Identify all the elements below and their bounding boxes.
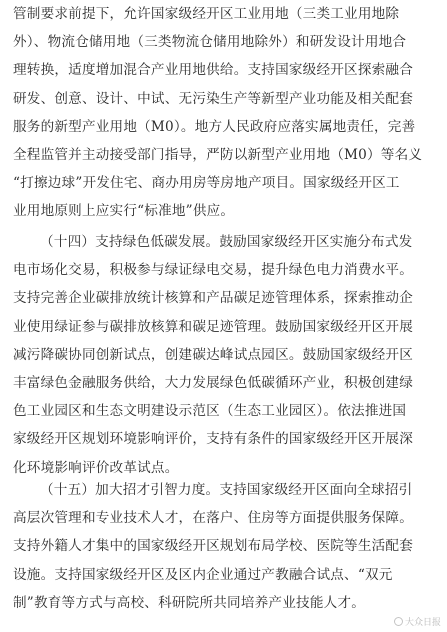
text-line: 减污降碳协同创新试点，创建碳达峰试点园区。鼓励国家级经开区: [13, 346, 414, 363]
text-line: 丰富绿色金融服务供给，大力发展绿色低碳循环产业，积极创建绿: [13, 374, 414, 391]
text-line: 高层次管理和专业技术人才，在落户、住房等方面提供服务保障。: [13, 510, 414, 527]
text-line: （十五）加大招才引智力度。支持国家级经开区面向全球招引: [40, 482, 413, 498]
watermark-text: 大众日报: [404, 618, 441, 628]
text-line: 化环境影响评价改革试点。: [13, 459, 179, 476]
text-line: 业使用绿证参与碳排放核算和碳足迹管理。鼓励国家级经开区开展: [13, 318, 414, 335]
text-line: 支持完善企业碳排放统计核算和产品碳足迹管理体系，探索推动企: [13, 290, 414, 307]
paragraph-talent-attraction: [13, 476, 435, 617]
text-line: 外）、物流仓储用地（三类物流仓储用地除外）和研发设计用地合: [13, 34, 407, 51]
watermark-logo-icon: [394, 617, 403, 626]
text-line: 色工业园区和生态文明建设示范区（生态工业园区）。依法推进国: [13, 403, 407, 420]
text-line: 研发、创意、设计、中试、无污染生产等新型产业功能及相关配套: [13, 90, 414, 107]
text-line: （十四）支持绿色低碳发展。鼓励国家级经开区实施分布式发: [40, 234, 413, 250]
text-line: 管制要求前提下，允许国家级经开区工业用地（三类工业用地除: [13, 6, 400, 22]
paragraph-land-use: [13, 0, 435, 226]
text-line: 制”教育等方式与高校、科研院所共同培养产业技能人才。: [13, 594, 365, 611]
watermark: [394, 615, 441, 628]
text-line: 全程监管并主动接受部门指导，严防以新型产业用地（M0）等名义: [13, 146, 423, 163]
text-line: “打擦边球”开发住宅、商办用房等房地产项目。国家级经开区工: [13, 175, 400, 192]
text-line: 业用地原则上应实行“标准地”供应。: [13, 203, 235, 220]
text-line: 家级经开区规划环境影响评价，支持有条件的国家级经开区开展深: [13, 431, 414, 448]
text-line: 服务的新型产业用地（M0）。地方人民政府应落实属地责任，完善: [13, 118, 416, 135]
text-line: 设施。支持国家级经开区及区内企业通过产教融合试点、“双元: [13, 566, 393, 583]
text-line: 支持外籍人才集中的国家级经开区规划布局学校、医院等生活配套: [13, 538, 414, 555]
text-line: 理转换，适度增加混合产业用地供给。支持国家级经开区探索融合: [13, 62, 414, 79]
paragraph-green-low-carbon: [13, 228, 435, 482]
text-line: 电市场化交易，积极参与绿证绿电交易，提升绿色电力消费水平。: [13, 262, 414, 279]
